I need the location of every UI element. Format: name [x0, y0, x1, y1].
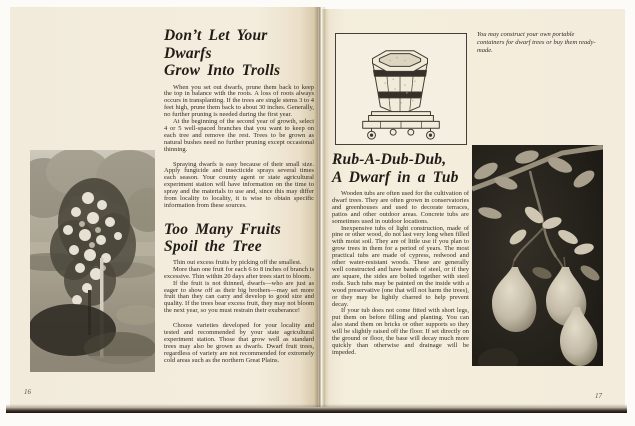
- tub-planter-illustration: [335, 33, 467, 145]
- tub-planter-art: [336, 34, 466, 144]
- left-page: [10, 7, 318, 407]
- book-edge-shadow: [6, 404, 627, 413]
- title-line: Don’t Let Your Dwarfs: [164, 27, 268, 62]
- left-text-column: [164, 27, 314, 365]
- title-line: Spoil the Tree: [164, 238, 262, 256]
- page-number: 17: [595, 392, 602, 400]
- title-line: A Dwarf in a Tub: [332, 168, 459, 186]
- title-line: Rub-A-Dub-Dub,: [332, 151, 447, 168]
- dwarf-tree-photo-art: [30, 150, 155, 372]
- title-line: Grow Into Trolls: [164, 62, 281, 79]
- dwarf-tree-photo: [30, 150, 155, 372]
- paragraph: Inexpensive tubs of light construction, made of pine or other wood, do not last very long when filled with moist soil. They are of little use if you plan to grow trees in them for a period of years. The most practical tubs are made of cypress, redwood and other water-resistant woods. These are generally well constructed and have bands of steel, or if they are square, the sides are bolted together with steel rods. Such tubs may be painted on the inside with a wood preservative (one that will not harm the trees), or they may be lightly charred to help prevent decay.: [332, 224, 470, 308]
- paragraph: At the beginning of the second year of growth, select 4 or 5 well-spaced branches that you want to keep on each tree and remove the rest. Trees to be grown as natural bushes need no further pruning except occasional thinning.: [164, 118, 314, 153]
- article-title-rub-a-dub-dub: [332, 151, 469, 186]
- pears-photo: [472, 145, 603, 366]
- article-title-dont-let-dwarfs: [164, 27, 314, 80]
- paragraph: Spraying dwarfs is easy because of their small size. Apply fungicide and insecticide sprays several times each season. Your county agent or state agricultural experiment station will have information on the time to spray and the materials to use and, since this may differ from locality to locality, it is wise to obtain specific information from these sources.: [164, 160, 314, 209]
- right-text-column: [332, 151, 469, 357]
- figure-caption: You may construct your own portable containers for dwarf trees or buy them ready-made.: [477, 31, 596, 54]
- pears-photo-art: [472, 145, 603, 366]
- paragraph: Choose varieties developed for your locality and tested and recommended by your state agricultural experiment station. Those that grow well as standard trees may also be grown as dwarfs. Dwarf fruit trees, regardless of variety are not recommended for extremely cold areas such as the northern Great Plains.: [164, 322, 314, 364]
- paragraph: If your tub does not come fitted with short legs, put them on before filling and planting. You can also stand them on bricks or other supports so they will be slightly raised off the floor. If set directly on the ground or floor, the base will decay much more quickly than otherwise and drainage will be impeded.: [332, 307, 469, 356]
- paragraph: When you set out dwarfs, prune them back to keep the top in balance with the roots. A loss of roots always occurs in transplanting. If the trees are single stems 3 to 4 feet high, prune them back to about 30 inches. Generally, no further pruning is needed during the first year.: [164, 83, 314, 119]
- title-line: Too Many Fruits: [164, 220, 281, 238]
- article-title-too-many-fruits: [164, 221, 314, 256]
- page-number: 16: [24, 388, 31, 396]
- paragraph: Thin out excess fruits by picking off the smallest.: [173, 258, 302, 266]
- paragraph: Wooden tubs are often used for the cultivation of dwarf trees. They are often grown in conservatories and greenhouses and used to decorate terraces, patios and other outdoor areas. Concrete tubs are sometimes used in outdoor locations.: [332, 190, 469, 225]
- paragraph: If the fruit is not thinned, dwarfs—who are just as eager to show off as their big brothers—may set more fruit than they can carry and develop to good size and quality. If the trees bear excess fruit, they may not bloom the next year, so you must restrain their exuberance!: [164, 279, 314, 315]
- paragraph: More than one fruit for each 6 to 8 inches of branch is excessive. Thin within 20 days after trees start to bloom.: [164, 265, 314, 280]
- right-page: [322, 9, 625, 407]
